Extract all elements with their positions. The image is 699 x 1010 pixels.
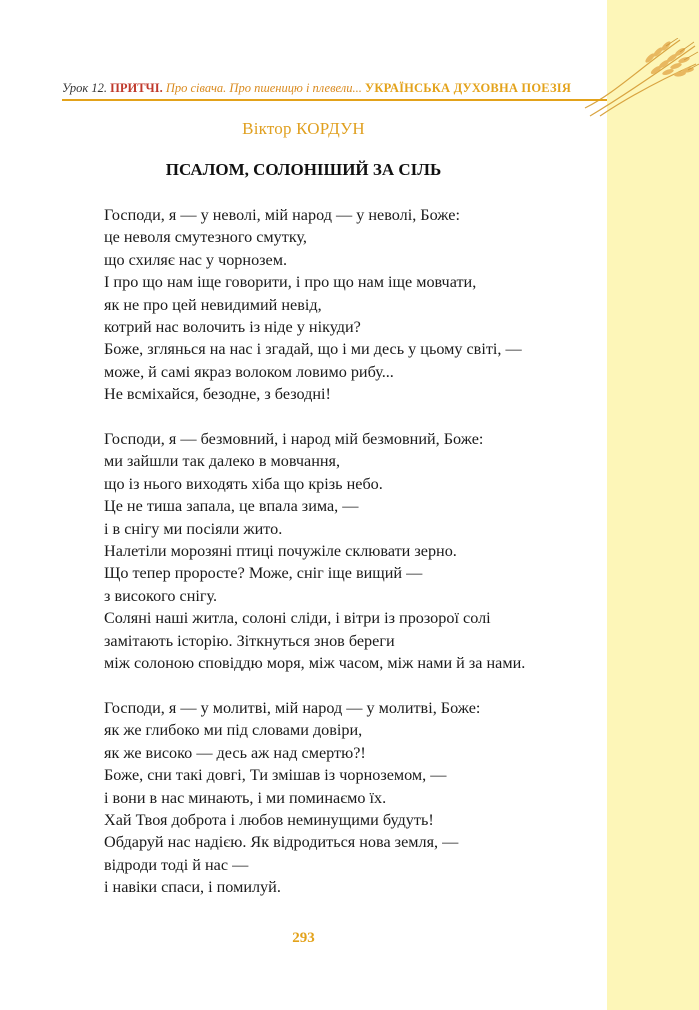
poem-line: Господи, я — у неволі, мій народ — у неволі, Боже: xyxy=(104,206,460,224)
poem-line: Не всміхайся, безодне, з безодні! xyxy=(104,385,331,404)
poem-line: між солоною сповіддю моря, між часом, між нами й за нами. xyxy=(104,654,526,673)
poem-line: відроди тоді й нас — xyxy=(104,855,249,874)
poem-line: як же глибоко ми під словами довіри, xyxy=(104,721,363,740)
lesson-topic: ПРИТЧІ. xyxy=(110,81,163,95)
poem-line: як не про цей невидимий невід, xyxy=(104,295,322,314)
poem-line: замітають історію. Зіткнуться знов береги xyxy=(104,631,395,650)
page-number: 293 xyxy=(292,930,315,946)
poem-line: Боже, зглянься на нас і згадай, що і ми десь у цьому світі, — xyxy=(104,340,522,359)
poem-line: з високого снігу. xyxy=(104,586,218,605)
lesson-subtopics: Про сівача. Про пшеницю і плевели... xyxy=(165,81,362,95)
poem-title: ПСАЛОМ, СОЛОНІШИЙ ЗА СІЛЬ xyxy=(165,160,442,179)
header-divider xyxy=(62,99,607,101)
side-stripe xyxy=(607,0,699,1010)
poem-line: Налетіли морозяні птиці почужіле склювати зерно. xyxy=(104,542,457,561)
poem-line: що схиляє нас у чорнозем. xyxy=(104,250,288,269)
poem-line: це неволя смутезного смутку, xyxy=(104,228,307,247)
lesson-number: Урок 12. xyxy=(62,81,108,95)
poem-line: і вони в нас минають, і ми поминаємо їх. xyxy=(104,788,387,807)
poem-line: Що тепер проросте? Може, сніг іще вищий — xyxy=(104,564,423,583)
poem-body xyxy=(104,204,594,921)
poem-line: Обдаруй нас надією. Як відродиться нова земля, — xyxy=(104,833,459,852)
section-title: УКРАЇНСЬКА ДУХОВНА ПОЕЗІЯ xyxy=(364,81,572,95)
poem-line: як же високо — десь аж над смертю?! xyxy=(104,743,366,762)
poem-line: що із нього виходять хіба що крізь небо. xyxy=(104,474,383,493)
poem-line: І про що нам іще говорити, і про що нам іще мовчати, xyxy=(104,273,477,292)
running-header xyxy=(62,80,607,96)
poem-author: Віктор КОРДУН xyxy=(242,119,365,138)
poem-line: Соляні наші житла, солоні сліди, і вітри із прозорої солі xyxy=(104,609,491,628)
poem-line: Боже, сни такі довгі, Ти змішав із чорноземом, — xyxy=(104,766,447,785)
wheat-ears-icon xyxy=(580,38,699,118)
stanza xyxy=(104,428,594,674)
poem-line: і навіки спаси, і помилуй. xyxy=(104,878,281,897)
stanza xyxy=(104,204,594,406)
poem-line: може, й самі якраз волоком ловимо рибу... xyxy=(104,362,394,381)
poem-line: і в снігу ми посіяли жито. xyxy=(104,519,283,538)
poem-line: ми зайшли так далеко в мовчання, xyxy=(104,452,341,471)
stanza xyxy=(104,697,594,899)
poem-line: Хай Твоя доброта і любов неминущими будуть! xyxy=(104,810,434,829)
poem-line: Господи, я — у молитві, мій народ — у молитві, Боже: xyxy=(104,698,481,717)
poem-line: Це не тиша запала, це впала зима, — xyxy=(104,497,359,516)
poem-line: Господи, я — безмовний, і народ мій безмовний, Боже: xyxy=(104,430,484,449)
poem-line: котрий нас волочить із ніде у нікуди? xyxy=(104,318,361,337)
